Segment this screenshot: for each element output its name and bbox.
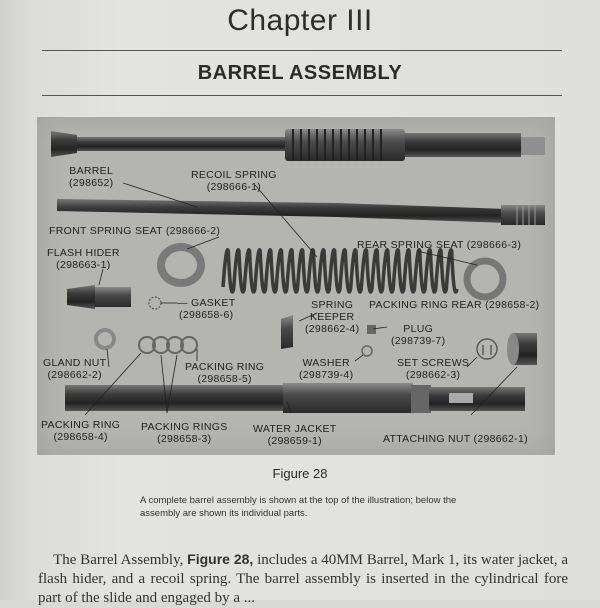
label-gland-nut: GLAND NUT (298662-2) [43, 357, 107, 381]
chapter-heading: Chapter III [227, 4, 373, 37]
spring-keeper-part [281, 315, 293, 349]
label-water-jacket: WATER JACKET (298659-1) [253, 423, 337, 447]
body-paragraph [38, 550, 568, 608]
label-plug: PLUG (298739-7) [391, 323, 446, 347]
body-text-1: The Barrel Assembly, [53, 552, 188, 568]
label-packing-ring-rear: PACKING RING REAR (298658-2) [369, 299, 540, 311]
barrel-part [57, 199, 545, 225]
parts-illustration [37, 117, 555, 455]
packing-rings-part [139, 337, 197, 353]
plug-part [367, 325, 376, 334]
label-recoil-spring: RECOIL SPRING (298666-1) [191, 169, 277, 193]
label-packing-rings: PACKING RINGS (298658-3) [141, 421, 228, 445]
rear-spring-seat-part [467, 261, 503, 297]
label-front-spring-seat: FRONT SPRING SEAT (298666-2) [49, 225, 221, 237]
label-washer: WASHER (298739-4) [299, 357, 354, 381]
label-spring-keeper: SPRING KEEPER (298662-4) [305, 299, 360, 335]
set-screws-part [477, 339, 497, 359]
label-attaching-nut: ATTACHING NUT (298662-1) [383, 433, 528, 445]
section-title: BARREL ASSEMBLY [197, 62, 403, 84]
label-rear-spring-seat: REAR SPRING SEAT (298666-3) [357, 239, 522, 251]
label-packing-ring-low: PACKING RING (298658-4) [41, 419, 121, 443]
bottom-rule [42, 95, 562, 96]
top-rule [42, 50, 562, 51]
water-jacket-part [65, 383, 525, 413]
gasket-part [149, 297, 161, 309]
body-text-2: includes a 40MM Barrel, Mark 1, its water jacket, a flash hider, and a recoil spring. The barrel assembly is inserted in the cylindrical fore part of the slide and engaged by a ... [38, 552, 568, 606]
flash-hider-part [67, 285, 131, 309]
packing-ring-rear-part [507, 333, 537, 365]
figure-photo [37, 117, 555, 455]
figure-reference: Figure 28, [187, 551, 254, 567]
figure-caption: A complete barrel assembly is shown at the top of the illustration; below the assembly are shown its individual parts. [140, 495, 457, 519]
complete-assembly [51, 129, 545, 161]
label-flash-hider: FLASH HIDER (298663-1) [47, 247, 120, 271]
label-packing-ring-mid: PACKING RING (298658-5) [185, 361, 265, 385]
label-gasket: — GASKET (298658-6) [177, 297, 236, 321]
recoil-spring-part [223, 250, 457, 292]
label-barrel: BARREL (298652) [69, 165, 114, 189]
label-set-screws: SET SCREWS (298662-3) [397, 357, 470, 381]
front-spring-seat-part [161, 247, 201, 283]
gland-nut-part [96, 330, 114, 348]
washer-part [362, 346, 372, 356]
figure-title: Figure 28 [272, 466, 328, 481]
